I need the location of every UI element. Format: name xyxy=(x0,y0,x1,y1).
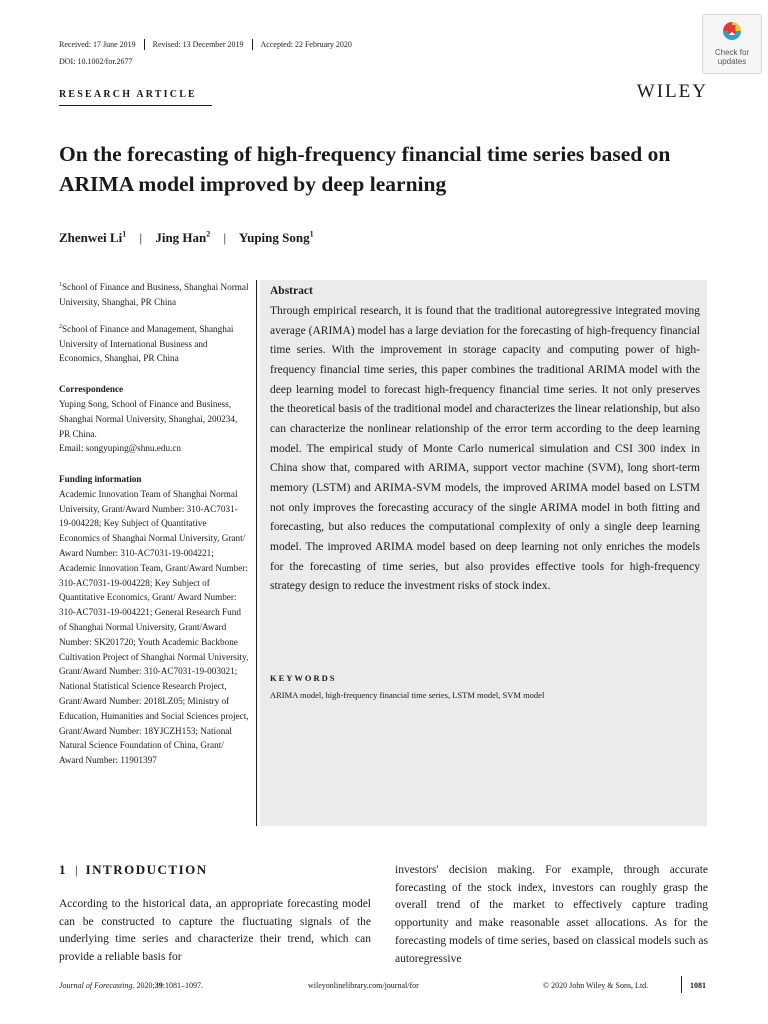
date-separator xyxy=(252,39,253,50)
crossmark-icon xyxy=(722,21,742,41)
author-separator: | xyxy=(223,230,227,246)
author-list xyxy=(59,230,314,246)
article-sidebar xyxy=(59,278,249,778)
section-heading: 1 | INTRODUCTION xyxy=(59,862,208,877)
keywords-heading: KEYWORDS xyxy=(270,673,337,683)
section-rule xyxy=(59,105,212,106)
publisher-logo: WILEY xyxy=(636,81,708,102)
article-title: On the forecasting of high-frequency financial time series based on ARIMA model improved by deep learning xyxy=(59,142,671,196)
correspondence-heading: Correspondence xyxy=(59,384,124,395)
abstract-heading: Abstract xyxy=(270,285,313,297)
doi[interactable]: DOI: 10.1002/for.2677 xyxy=(59,57,133,66)
funding-block xyxy=(59,472,249,768)
column-divider xyxy=(256,280,257,826)
journal-citation: Journal of Forecasting. 2020;39:1081–1097. xyxy=(59,981,203,990)
check-for-updates-badge[interactable] xyxy=(702,14,762,74)
affiliation-2: $^2$School of Finance and Management, Shanghai University of International Business and Economics, Shanghai, PR China xyxy=(59,323,234,364)
abstract-text: Through empirical research, it is found that the traditional autoregressive integrated moving average (ARIMA) model has a large deviation for the forecasting of high-frequency financial time series. With the improvement in storage capacity and computing power of high-frequency financial time series, this paper combines the traditional ARIMA model with the deep learning model to forecast high-frequency financial time series. It not only preserves the theoretical basis of the traditional model and characterizes the linear relationship, but also can characterize the nonlinear relationship of the error term according to the deep learning model. The empirical study of Monte Carlo numerical simulation and CSI 300 index in China show that, compared with ARIMA, support vector machine (SVM), long short-term memory (LSTM) and ARIMA-SVM models, the improved ARIMA model based on LSTM not only improves the forecasting accuracy of the single ARIMA model in both fitting and forecasting, but also reduces the computational complexity of only a single deep learning model. The improved ARIMA model based on deep learning not only enriches the models for the forecasting of time series, but also provides effective tools for high-frequency strategy design to reduce the investment risks of stock index. xyxy=(270,305,700,593)
date-separator xyxy=(144,39,145,50)
author[interactable]: Zhenwei Li$^1$ xyxy=(59,230,127,246)
intro-paragraph-left: According to the historical data, an appropriate forecasting model can be constructed to capture the fluctuating signals of the underlying time series and characterize their trend, which can provide a reliable basis for xyxy=(59,898,371,964)
keywords: ARIMA model, high-frequency financial time series, LSTM model, SVM model xyxy=(270,690,545,700)
correspondence-text: Yuping Song, School of Finance and Business, Shanghai Normal University, Shanghai, 200234, PR China. xyxy=(59,398,238,439)
author[interactable]: Yuping Song$^1$ xyxy=(238,230,314,246)
revised-date: Revised: 13 December 2019 xyxy=(152,40,244,49)
copyright: © 2020 John Wiley & Sons, Ltd. xyxy=(543,981,649,990)
accepted-date: Accepted: 22 February 2020 xyxy=(260,40,352,49)
correspondence-email[interactable]: Email: songyuping@shnu.edu.cn xyxy=(59,443,182,454)
funding-text: Academic Innovation Team of Shanghai Normal University, Grant/Award Number: 310-AC7031-19-004228; Key Subject of Quantitative Economics of Shanghai Normal University, Grant/ Award Number: 310-AC7031-19-004221; Academic Innovation Team, Grant/Award Number: 310-AC7031-19-004228; Key Subject of Quantitative Economics, Grant/ Award Number: 310-AC7031-19-004221; General Research Fund of Shanghai Normal University, Grant/Award Number: SK201720; Youth Academic Backbone Cultivation Project of Shanghai Normal University, Grant/Award Number: 310-AC7031-19-003021; National Statistical Science Research Project, Grant/Award Number: 2018LZ05; Ministry of Education, Humanities and Social Sciences project, Grant/Award Number: 18YJCZH153; National Natural Science Foundation of China, Grant/ Award Number: 11901397 xyxy=(59,488,249,766)
section-label: RESEARCH ARTICLE xyxy=(59,89,197,100)
article-dates xyxy=(59,39,352,50)
correspondence-block xyxy=(59,382,249,456)
affiliation-1: $^1$School of Finance and Business, Shanghai Normal University, Shanghai, PR China xyxy=(59,282,249,307)
footer-separator xyxy=(681,976,682,993)
author[interactable]: Jing Han$^2$ xyxy=(155,230,211,246)
journal-url[interactable]: wileyonlinelibrary.com/journal/for xyxy=(308,981,419,990)
received-date: Received: 17 June 2019 xyxy=(59,40,136,49)
page-number: 1081 xyxy=(690,981,706,990)
intro-paragraph-right: investors' decision making. For example, through accurate forecasting of the stock index, investors can roughly grasp the overall trend of the market to effectively capture trading opportunity and make reasonable asset allocations. As for the forecasting models of time series, based on classical models such as autoregressive xyxy=(395,864,708,965)
badge-label: Check for updates xyxy=(714,48,750,66)
author-separator: | xyxy=(139,230,143,246)
funding-heading: Funding information xyxy=(59,474,142,485)
